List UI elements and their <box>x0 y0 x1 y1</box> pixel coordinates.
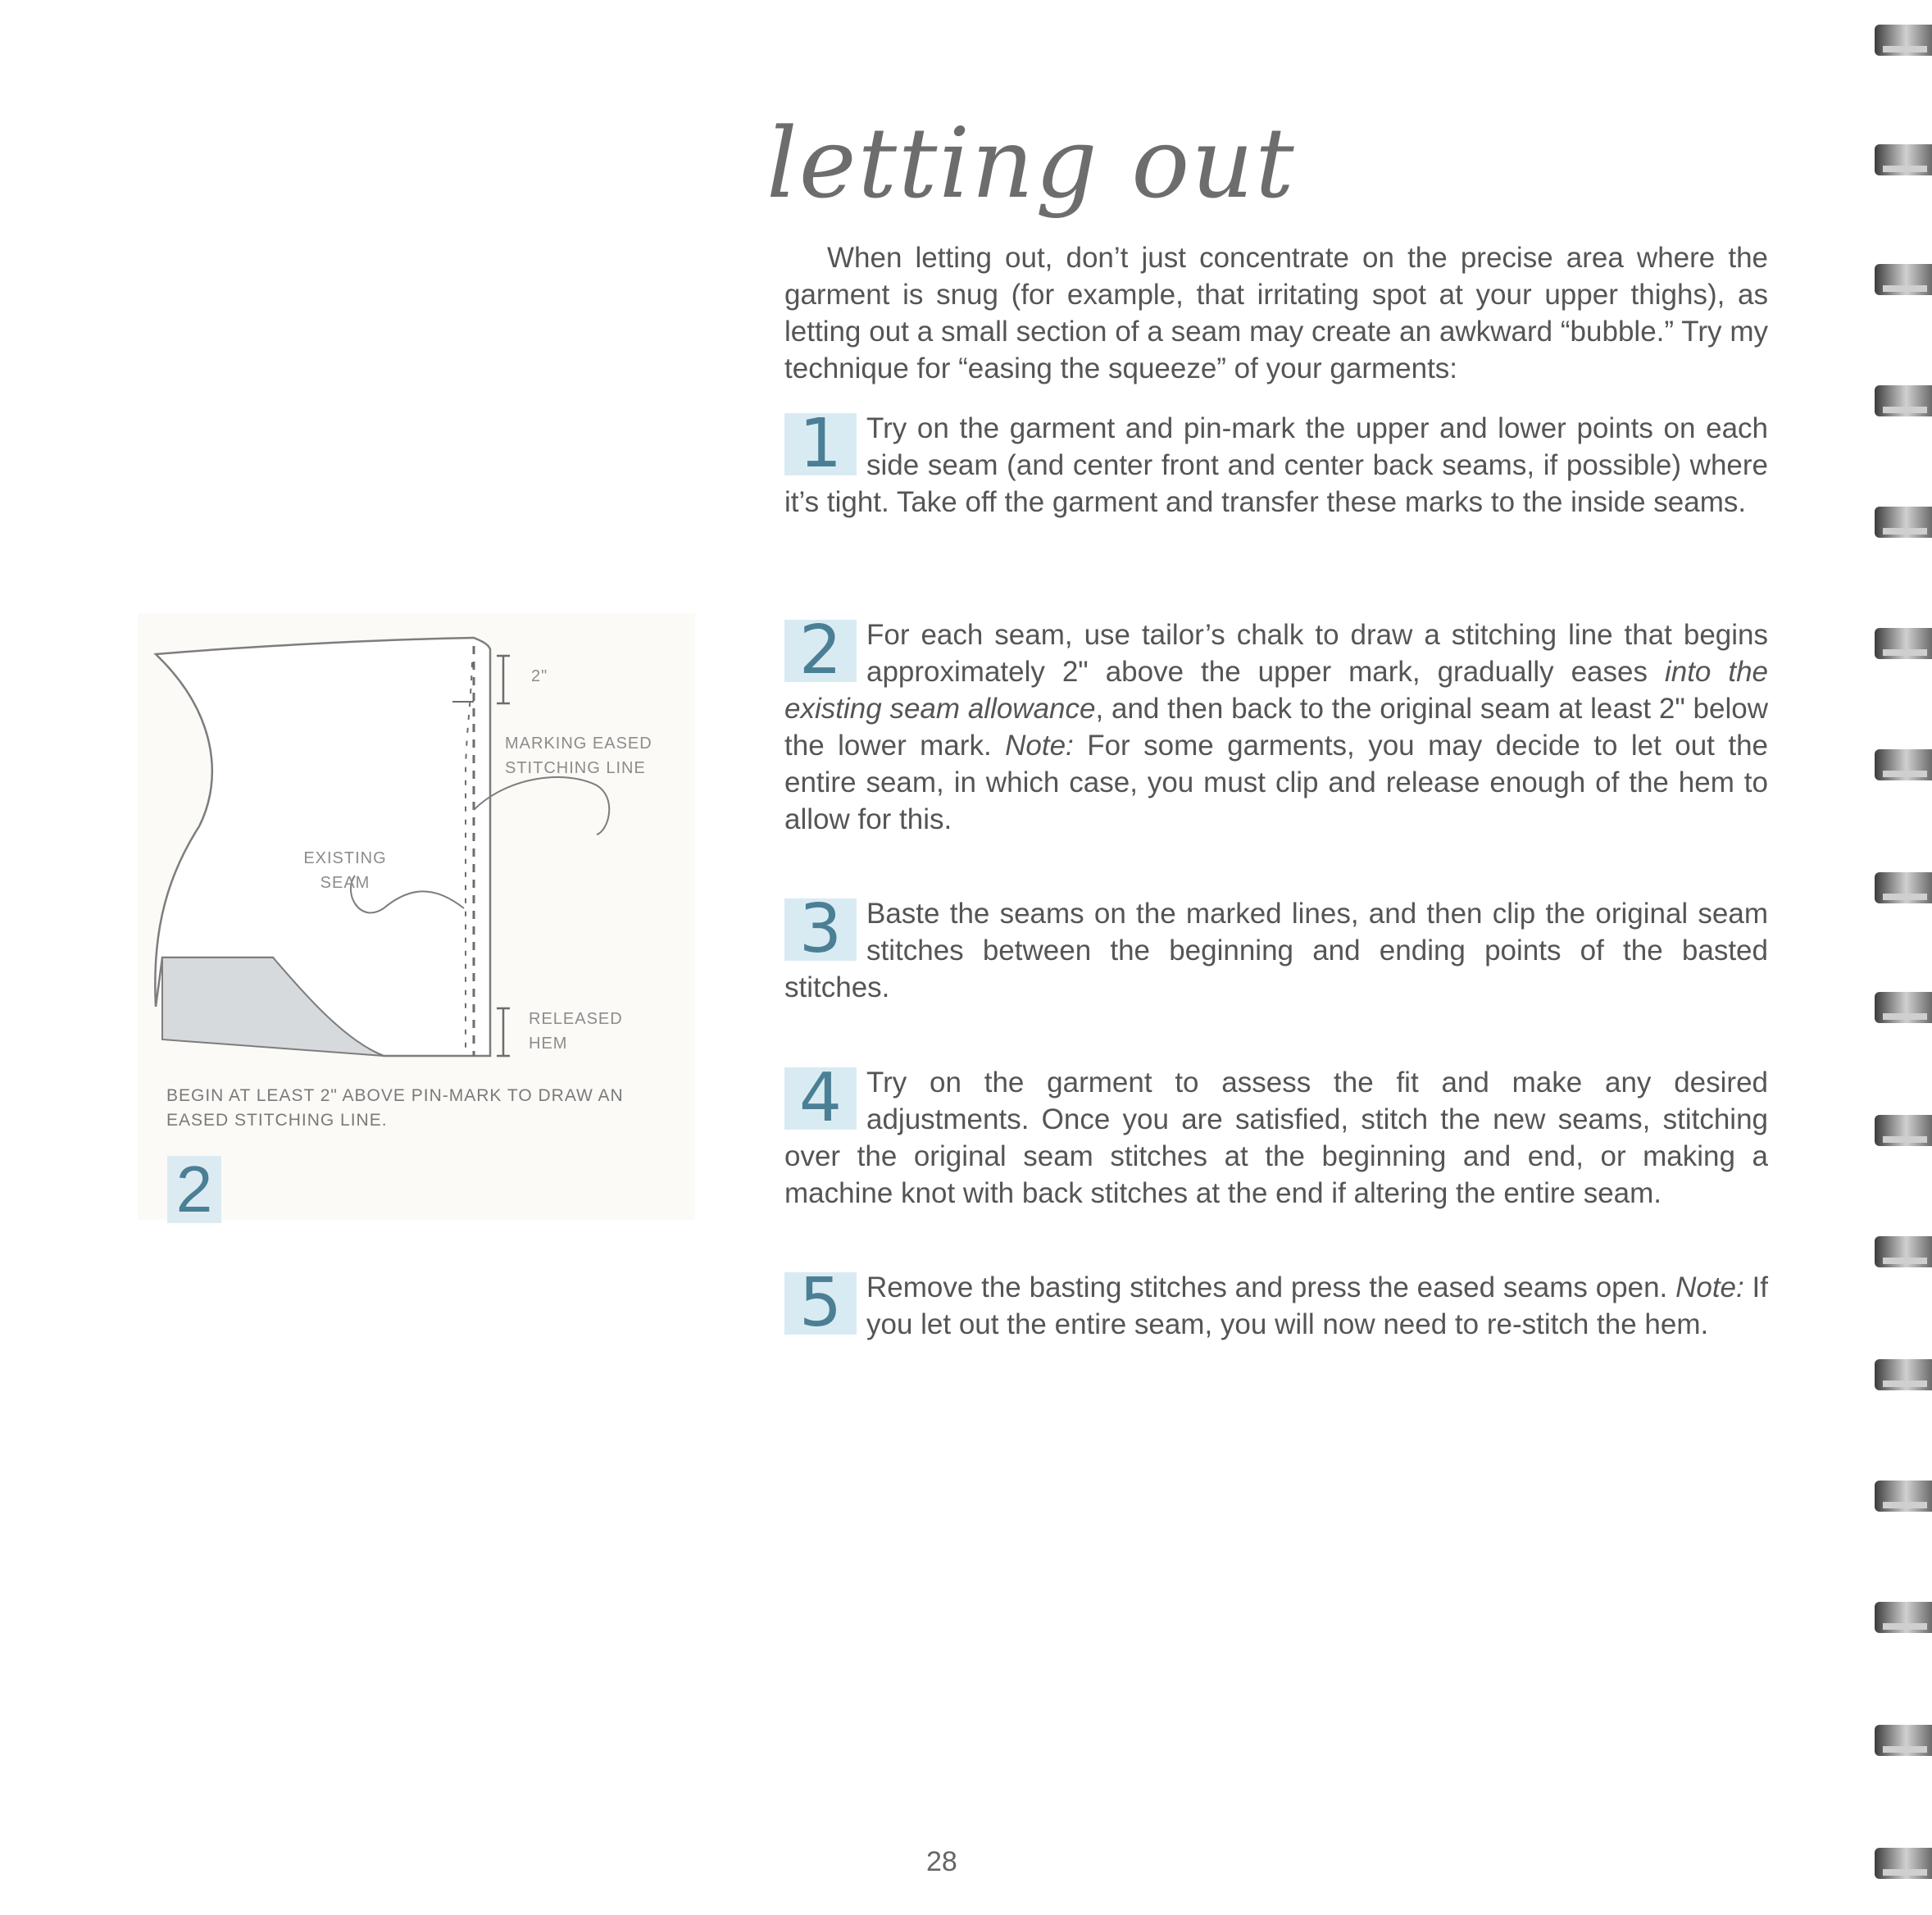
intro-paragraph: When letting out, don’t just concentrate on the precise area where the garment is snug (for example, that irritating spot at your upper thighs), as letting out a small section of a seam may create an awkward “bubble.” Try my technique for “easing the squeeze” of your garments: <box>784 242 1768 384</box>
two-inch-bracket <box>497 656 510 703</box>
step-number: 4 <box>784 1067 857 1130</box>
binding-coil <box>1875 1602 1932 1633</box>
page-number: 28 <box>926 1846 957 1877</box>
label-existing-seam: EXISTING SEAM <box>303 849 387 892</box>
binding-coil <box>1875 1725 1932 1756</box>
page-title: letting out <box>766 107 1296 220</box>
step-number: 3 <box>784 898 857 961</box>
step-2 <box>784 612 1769 838</box>
binding-coil <box>1875 628 1932 659</box>
label-released-hem: RELEASED HEM <box>529 1010 623 1053</box>
marking-leader <box>474 777 609 835</box>
step-number: 2 <box>784 620 857 682</box>
spiral-binding <box>1858 0 1932 1915</box>
binding-coil <box>1875 1359 1932 1390</box>
released-hem-bracket <box>497 1008 510 1056</box>
binding-coil <box>1875 264 1932 295</box>
garment-seam-diagram <box>138 613 695 1072</box>
step-text: Try on the garment and pin-mark the upper and lower points on each side seam (and center front and center back seams, if possible) where it’s tight. Take off the garment and transfer these marks to the inside seams. <box>784 412 1768 518</box>
step-text: Remove the basting stitches and press the eased seams open. Note: If you let out the entire seam, you will now need to re-stitch the hem. <box>866 1271 1768 1340</box>
binding-coil <box>1875 25 1932 56</box>
binding-coil <box>1875 1115 1932 1146</box>
note-label: Note: <box>1675 1271 1744 1303</box>
binding-coil <box>1875 507 1932 538</box>
step-4 <box>784 1059 1768 1212</box>
binding-coil <box>1875 1481 1932 1512</box>
step-number: 1 <box>784 413 857 475</box>
label-2in: 2" <box>531 667 548 685</box>
binding-coil <box>1875 872 1932 903</box>
step-text: Try on the garment to assess the fit and make any desired adjustments. Once you are satisfied, stitch the new seams, stitching over the original seam stitches at the beginning and end, or making a machine knot with back stitches at the end if altering the entire seam. <box>784 1067 1768 1209</box>
binding-coil <box>1875 1236 1932 1267</box>
binding-coil <box>1875 749 1932 780</box>
note-label: Note: <box>1005 730 1074 762</box>
figure-caption: BEGIN AT LEAST 2" ABOVE PIN-MARK TO DRAW AN EASED STITCHING LINE. <box>166 1086 624 1130</box>
figure-number: 2 <box>167 1156 221 1223</box>
step-1 <box>784 405 1768 521</box>
binding-coil <box>1875 144 1932 175</box>
binding-coil <box>1875 385 1932 416</box>
step-text: Baste the seams on the marked lines, and then clip the original seam stitches between the beginning and ending points of the basted stitches. <box>784 898 1768 1003</box>
binding-coil <box>1875 992 1932 1023</box>
step-number: 5 <box>784 1272 857 1335</box>
binding-coil <box>1875 1848 1932 1879</box>
step-5 <box>784 1264 1768 1343</box>
step-text: For each seam, use tailor’s chalk to draw a stitching line that begins approximately 2" above the upper mark, gradually eases into the existing seam allowance, and then back to the original seam at least 2" below the lower mark. Note: For some garments, you may decide to let out the entire seam, in which case, you must clip and release enough of the hem to allow for this. <box>784 619 1769 835</box>
label-marking-eased: MARKING EASED STITCHING LINE <box>505 735 652 777</box>
step-3 <box>784 890 1768 1006</box>
